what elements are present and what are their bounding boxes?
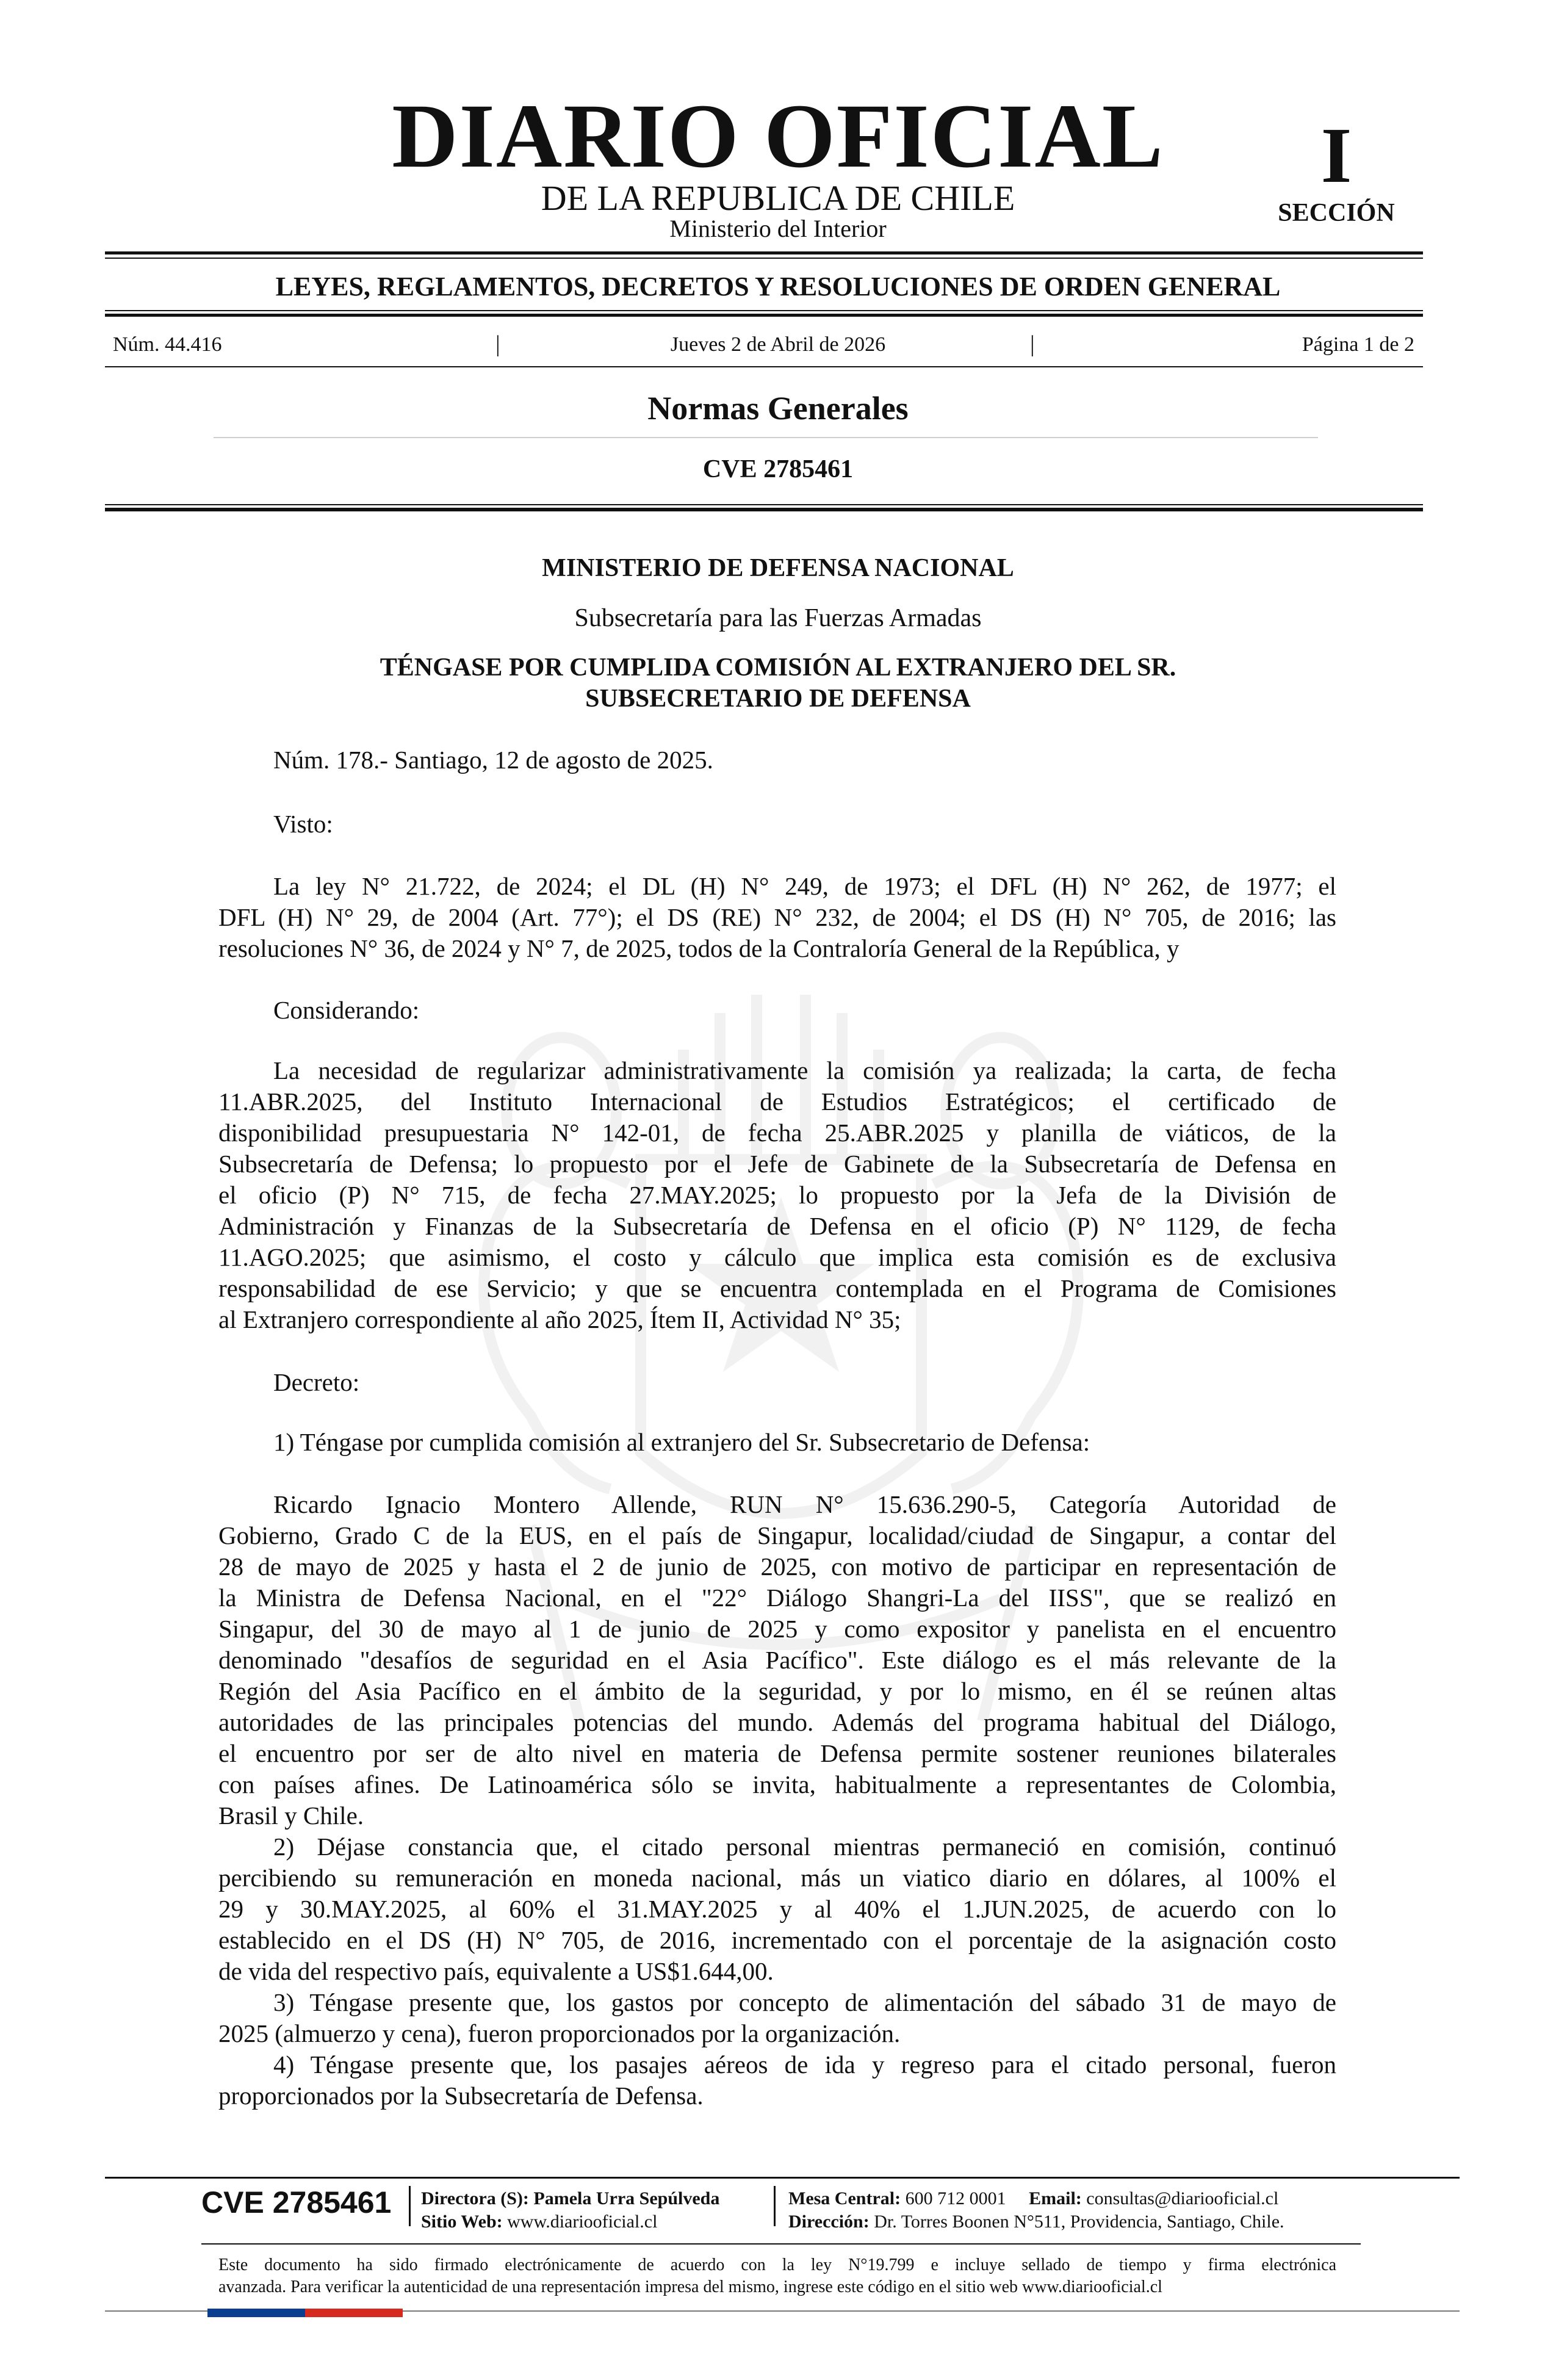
- paragraph-line: 3) Téngase presente que, los gastos por concepto de alimentación del sábado 31 de mayo de: [273, 1988, 1336, 2016]
- paragraph-line: 11.AGO.2025; que asimismo, el costo y cálculo que implica esta comisión es de exclusiva: [218, 1243, 1336, 1271]
- paragraph-line: Gobierno, Grado C de la EUS, en el país de Singapur, localidad/ciudad de Singapur, a contar del: [218, 1521, 1336, 1549]
- paragraph-line: denominado "desafíos de seguridad en el Asia Pacífico". Este diálogo es el más relevante de la: [218, 1646, 1336, 1674]
- article-1-intro: 1) Téngase por cumplida comisión al extranjero del Sr. Subsecretario de Defensa:: [273, 1428, 1090, 1456]
- paragraph-line: de vida del respectivo país, equivalente a US$1.644,00.: [218, 1957, 774, 1985]
- paragraph-line: 2025 (almuerzo y cena), fueron proporcionados por la organización.: [218, 2019, 901, 2047]
- paragraph-line: proporcionados por la Subsecretaría de Defensa.: [218, 2082, 704, 2110]
- footer-director: Directora (S): Pamela Urra Sepúlveda: [421, 2188, 720, 2209]
- paragraph-line: Administración y Finanzas de la Subsecretaría de Defensa en el oficio (P) N° 1129, de fecha: [218, 1212, 1336, 1240]
- norm-rule: [214, 437, 1318, 438]
- issue-date: Jueves 2 de Abril de 2026: [670, 333, 886, 356]
- decreto-label: Decreto:: [273, 1368, 360, 1396]
- paragraph-line: La necesidad de regularizar administrativamente la comisión ya realizada; la carta, de fecha: [273, 1056, 1336, 1084]
- masthead-title: DIARIO OFICIAL: [392, 85, 1164, 187]
- meta-rule: [105, 366, 1423, 367]
- paragraph-line: el encuentro por ser de alto nivel en materia de Defensa permite sostener reuniones bilaterales: [218, 1739, 1336, 1767]
- masthead-ministry: Ministerio del Interior: [669, 215, 887, 242]
- meta-separator: |: [495, 331, 500, 357]
- cve-code: CVE 2785461: [702, 455, 854, 483]
- paragraph-line: 2) Déjase constancia que, el citado personal mientras permaneció en comisión, continuó: [273, 1833, 1336, 1861]
- masthead-rule-top: [105, 251, 1423, 254]
- visto-label: Visto:: [273, 810, 333, 838]
- section-label: SECCIÓN: [1278, 199, 1395, 227]
- email-link[interactable]: consultas@diariooficial.cl: [1086, 2188, 1279, 2209]
- issue-number: Núm. 44.416: [113, 333, 222, 356]
- paragraph-line: la Ministra de Defensa Nacional, en el "22° Diálogo Shangri-La del IISS", que se realizó en: [218, 1584, 1336, 1612]
- flag-stripe-blue: [207, 2309, 305, 2317]
- masthead-subtitle: DE LA REPUBLICA DE CHILE: [541, 178, 1015, 218]
- paragraph-line: 28 de mayo de 2025 y hasta el 2 de junio de 2025, con motivo de participar en representación de: [218, 1552, 1336, 1581]
- meta-separator: |: [1030, 331, 1035, 357]
- considerando-label: Considerando:: [273, 996, 420, 1024]
- paragraph-line: al Extranjero correspondiente al año 2025, Ítem II, Actividad N° 35;: [218, 1305, 901, 1333]
- paragraph-line: Brasil y Chile.: [218, 1801, 364, 1830]
- footer-contact: Mesa Central: 600 712 0001 Email: consultas@diariooficial.cl: [788, 2188, 1279, 2209]
- paragraph-line: autoridades de las principales potencias del mundo. Además del programa habitual del Diálogo,: [218, 1708, 1336, 1736]
- paragraph-line: con países afines. De Latinoamérica sólo se invita, habitualmente a representantes de Colombia,: [218, 1770, 1336, 1798]
- website-link[interactable]: www.diariooficial.cl: [507, 2212, 658, 2232]
- footer-rule-top: [105, 2177, 1460, 2179]
- paragraph-line: 4) Téngase presente que, los pasajes aéreos de ida y regreso para el citado personal, fueron: [273, 2050, 1336, 2079]
- header-rule-bottom-thick: [105, 508, 1423, 511]
- paragraph-line: resoluciones N° 36, de 2024 y N° 7, de 2025, todos de la Contraloría General de la República, y: [218, 934, 1180, 962]
- gazette-type-heading: LEYES, REGLAMENTOS, DECRETOS Y RESOLUCIONES DE ORDEN GENERAL: [275, 272, 1281, 301]
- paragraph-line: Ricardo Ignacio Montero Allende, RUN N° 15.636.290-5, Categoría Autoridad de: [273, 1490, 1336, 1518]
- subsecretary-heading: Subsecretaría para las Fuerzas Armadas: [574, 604, 982, 632]
- paragraph-line: responsabilidad de ese Servicio; y que se encuentra contemplada en el Programa de Comisiones: [218, 1274, 1336, 1302]
- footer-divider: [774, 2186, 776, 2226]
- paragraph-line: Subsecretaría de Defensa; lo propuesto por el Jefe de Gabinete de la Subsecretaría de Defensa en: [218, 1150, 1336, 1178]
- paragraph-line: establecido en el DS (H) N° 705, de 2016, incrementado con el porcentaje de la asignación costo: [218, 1926, 1336, 1954]
- footer-divider: [409, 2186, 411, 2226]
- paragraph-line: DFL (H) N° 29, de 2004 (Art. 77°); el DS (RE) N° 232, de 2004; el DS (H) N° 705, de 2016; las: [218, 903, 1336, 931]
- footer-disclaimer-line: Este documento ha sido firmado electrónicamente de acuerdo con la ley N°19.799 e incluye sellado de tiempo y firma electrónica: [218, 2256, 1336, 2274]
- gazette-rule-thick: [105, 314, 1423, 317]
- masthead-rule-thin: [105, 258, 1423, 259]
- section-number: I: [1320, 112, 1352, 200]
- norm-heading: Normas Generales: [647, 390, 909, 427]
- footer-address: Dirección: Dr. Torres Boonen N°511, Providencia, Santiago, Chile.: [788, 2212, 1284, 2232]
- gazette-rule-thin: [105, 310, 1423, 311]
- footer-disclaimer-line: avanzada. Para verificar la autenticidad de una representación impresa del mismo, ingrese este código en el sitio web www.diariooficial.cl: [218, 2277, 1162, 2296]
- paragraph-line: 11.ABR.2025, del Instituto Internacional de Estudios Estratégicos; el certificado de: [218, 1087, 1336, 1116]
- paragraph-line: 29 y 30.MAY.2025, al 60% el 31.MAY.2025 y al 40% el 1.JUN.2025, de acuerdo con lo: [218, 1895, 1336, 1923]
- paragraph-line: percibiendo su remuneración en moneda nacional, más un viatico diario en dólares, al 100% el: [218, 1864, 1336, 1892]
- ministry-heading: MINISTERIO DE DEFENSA NACIONAL: [542, 554, 1014, 582]
- decree-title-line: SUBSECRETARIO DE DEFENSA: [585, 685, 971, 713]
- footer-cve-code: CVE 2785461: [201, 2185, 392, 2220]
- header-rule-bottom-thin: [105, 504, 1423, 505]
- page-indicator: Página 1 de 2: [1302, 333, 1414, 356]
- paragraph-line: disponibilidad presupuestaria N° 142-01, de fecha 25.ABR.2025 y planilla de viáticos, de la: [218, 1119, 1336, 1147]
- decree-title-line: TÉNGASE POR CUMPLIDA COMISIÓN AL EXTRANJERO DEL SR.: [380, 654, 1176, 682]
- flag-stripe-red: [305, 2309, 403, 2317]
- paragraph-line: Singapur, del 30 de mayo al 1 de junio de 2025 y como expositor y panelista en el encuentro: [218, 1615, 1336, 1643]
- paragraph-line: La ley N° 21.722, de 2024; el DL (H) N° 249, de 1973; el DFL (H) N° 262, de 1977; el: [273, 872, 1336, 900]
- footer-rule-mid: [201, 2243, 1361, 2245]
- paragraph-line: Región del Asia Pacífico en el ámbito de la seguridad, y por lo mismo, en él se reúnen altas: [218, 1677, 1336, 1705]
- paragraph-line: el oficio (P) N° 715, de fecha 27.MAY.2025; lo propuesto por la Jefa de la División de: [218, 1181, 1336, 1209]
- footer-website: Sitio Web: www.diariooficial.cl: [421, 2212, 658, 2232]
- decree-number-date: Núm. 178.- Santiago, 12 de agosto de 2025.: [273, 746, 713, 774]
